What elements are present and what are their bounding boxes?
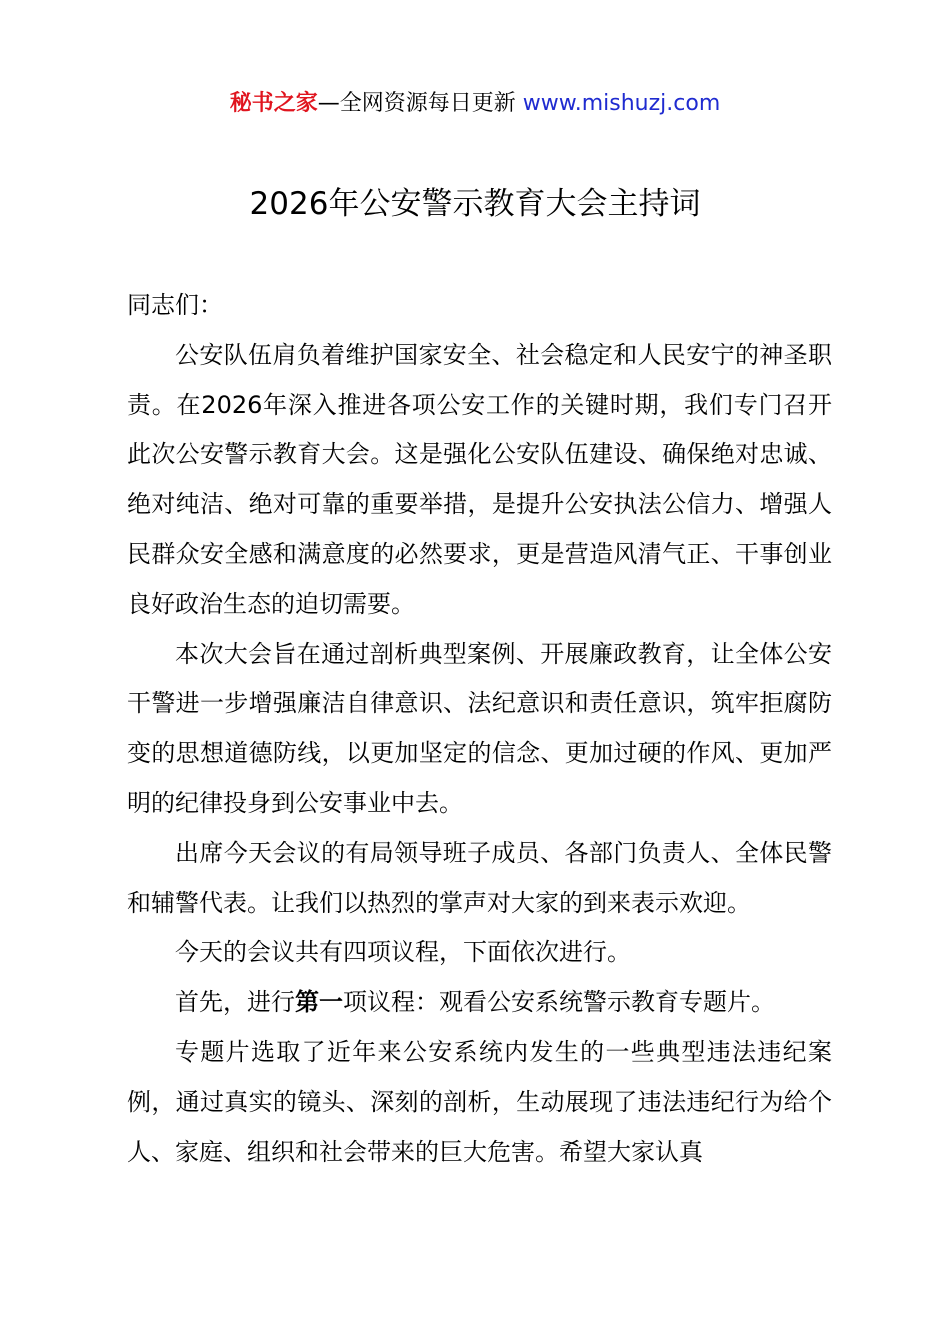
document-title: 2026年公安警示教育大会主持词 <box>249 186 701 222</box>
paragraph-3: 出席今天会议的有局领导班子成员、各部门负责人、全体民警和辅警代表。让我们以热烈的掌声对大家的到来表示欢迎。 <box>127 838 832 917</box>
site-url-link[interactable]: www.mishuzj.com <box>522 91 721 116</box>
paragraph-2: 本次大会旨在通过剖析典型案例、开展廉政教育，让全体公安干警进一步增强廉洁自律意识、法纪意识和责任意识，筑牢拒腐防变的思想道德防线，以更加坚定的信念、更加过硬的作风、更加严明的纪律投身到公安事业中去。 <box>127 639 832 817</box>
document-body <box>127 281 832 1177</box>
agenda-suffix: 项议程：观看公安系统警示教育专题片。 <box>343 988 775 1017</box>
salutation: 同志们： <box>127 291 223 319</box>
paragraph-4: 今天的会议共有四项议程，下面依次进行。 <box>175 938 631 967</box>
brand-name: 秘书之家 <box>229 91 318 116</box>
paragraph-1: 公安队伍肩负着维护国家安全、社会稳定和人民安宁的神圣职责。在2026年深入推进各项公安工作的关键时期，我们专门召开此次公安警示教育大会。这是强化公安队伍建设、确保绝对忠诚、绝对纯洁、绝对可靠的重要举措，是提升公安执法公信力、增强人民群众安全感和满意度的必然要求，更是营造风清气正、干事创业良好政治生态的迫切需要。 <box>127 340 832 618</box>
paragraph-5: 专题片选取了近年来公安系统内发生的一些典型违法违纪案例，通过真实的镜头、深刻的剖析，生动展现了违法违纪行为给个人、家庭、组织和社会带来的巨大危害。希望大家认真 <box>127 1037 832 1166</box>
agenda-emphasis: 第一 <box>295 988 343 1017</box>
site-header <box>0 88 950 120</box>
site-tagline: —全网资源每日更新 <box>317 91 523 116</box>
agenda-item-1 <box>127 978 832 1028</box>
agenda-prefix: 首先，进行 <box>175 988 295 1017</box>
